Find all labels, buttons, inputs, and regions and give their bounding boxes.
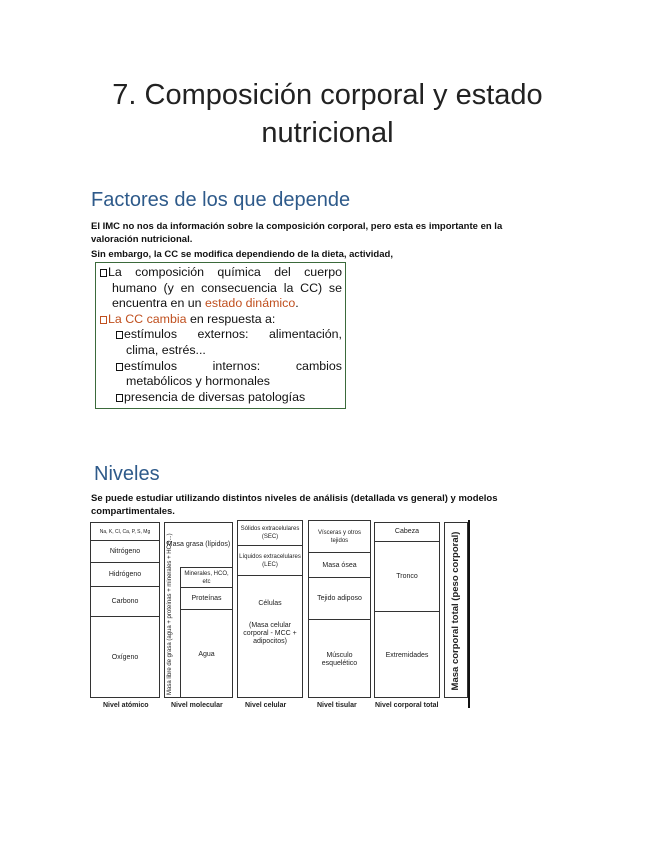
box-line: clima, estrés... bbox=[126, 342, 206, 357]
cell-body-limbs: Extremidades bbox=[375, 611, 439, 700]
cell-cellular-lec: Líquidos extracelulares (LEC) bbox=[238, 545, 302, 576]
cell-molecular-ffm: Masa libre de grasa (agua + proteínas + minerales + HCO...) bbox=[167, 533, 173, 695]
column-cellular bbox=[237, 520, 303, 698]
page-title bbox=[60, 76, 595, 152]
checkbox-icon bbox=[100, 316, 107, 324]
cell-molecular-minerals: Minerales, HCO, etc bbox=[181, 567, 232, 588]
total-mass-label: Masa corporal total (peso corporal) bbox=[450, 531, 461, 691]
paragraph-niveles: Se puede estudiar utilizando distintos niveles de análisis (detallada vs general) y modelos compartimentales. bbox=[91, 493, 498, 517]
cell-tissue-adipose: Tejido adiposo bbox=[309, 577, 370, 620]
cell-molecular-water: Agua bbox=[181, 609, 232, 699]
box-line: La CC cambia en respuesta a: bbox=[100, 312, 342, 328]
box-line: metabólicos y hormonales bbox=[126, 374, 270, 389]
label-molecular: Nivel molecular bbox=[171, 702, 223, 709]
ffm-subcolumn bbox=[180, 567, 232, 698]
cell-tissue-viscera: Vísceras y otros tejidos bbox=[317, 529, 361, 544]
cell-atomic-nitrogen: Nitrógeno bbox=[91, 540, 159, 563]
cell-molecular-proteins: Proteínas bbox=[181, 587, 232, 610]
cell-atomic-carbon: Carbono bbox=[91, 586, 159, 617]
section-heading-factores: Factores de los que depende bbox=[91, 189, 351, 211]
highlight-estado-dinamico: estado dinámico bbox=[205, 296, 296, 311]
cell-body-trunk: Tronco bbox=[375, 541, 439, 612]
cell-molecular-fat: Masa grasa (lípidos) bbox=[166, 541, 231, 548]
column-total bbox=[444, 522, 468, 698]
cell-atomic-minerals: Na, K, Cl, Ca, P, S, Mg bbox=[99, 528, 151, 535]
column-atomic bbox=[90, 522, 160, 698]
checkbox-icon bbox=[100, 269, 107, 277]
label-cellular: Nivel celular bbox=[245, 702, 287, 709]
factors-box bbox=[95, 262, 346, 409]
checkbox-icon bbox=[116, 331, 123, 339]
cell-atomic-hydrogen: Hidrógeno bbox=[91, 562, 159, 587]
box-line: humano (y en consecuencia la CC) se bbox=[112, 280, 342, 295]
paragraph-cc: Sin embargo, la CC se modifica dependiendo de la dieta, actividad, bbox=[91, 249, 393, 260]
label-body: Nivel corporal total bbox=[375, 702, 439, 709]
cell-tissue-muscle: Músculo esquelético bbox=[309, 619, 370, 700]
column-molecular bbox=[164, 522, 233, 698]
column-tissue bbox=[308, 520, 371, 698]
highlight-cc-cambia: La CC cambia bbox=[108, 311, 187, 326]
cell-tissue-bone: Masa ósea bbox=[309, 552, 370, 578]
box-line: encuentra en un estado dinámico. bbox=[112, 296, 299, 311]
label-tissue: Nivel tisular bbox=[317, 702, 357, 709]
cell-atomic-oxygen: Oxígeno bbox=[91, 616, 159, 699]
title-line-1: 7. Composición corporal y estado bbox=[112, 79, 543, 111]
cell-body-head: Cabeza bbox=[394, 528, 420, 535]
column-body bbox=[374, 522, 440, 698]
box-line: estímulos internos: cambios bbox=[100, 359, 342, 375]
box-line: estímulos externos: alimentación, bbox=[100, 327, 342, 343]
title-line-2: nutricional bbox=[261, 117, 394, 149]
checkbox-icon bbox=[116, 394, 123, 402]
section-heading-niveles: Niveles bbox=[94, 463, 160, 485]
cellular-mcc-label: (Masa celular corporal - MCC + adipocitos) bbox=[243, 622, 297, 645]
box-line: presencia de diversas patologías bbox=[100, 390, 342, 406]
body-composition-diagram bbox=[90, 520, 474, 710]
label-atomic: Nivel atómico bbox=[103, 702, 149, 709]
paragraph-imc: El IMC no nos da información sobre la composición corporal, pero esta es importante en la valoración nutricional. bbox=[91, 221, 503, 245]
cell-cellular-sec: Sólidos extracelulares (SEC) bbox=[240, 526, 300, 540]
cell-cellular-cells bbox=[238, 575, 302, 699]
total-bar bbox=[468, 520, 470, 708]
checkbox-icon bbox=[116, 363, 123, 371]
box-line: La composición química del cuerpo bbox=[100, 265, 342, 281]
cellular-cells-label: Células bbox=[258, 600, 282, 607]
